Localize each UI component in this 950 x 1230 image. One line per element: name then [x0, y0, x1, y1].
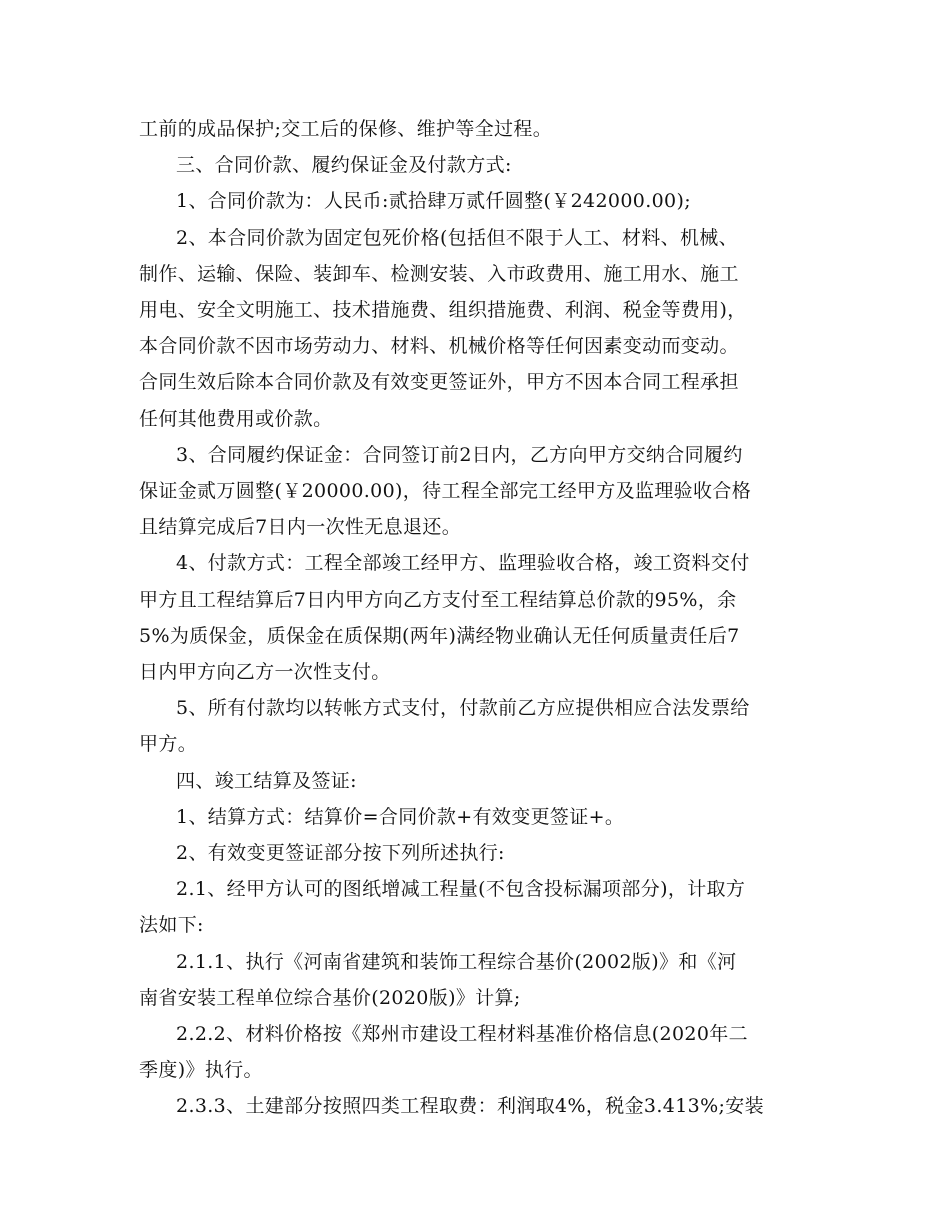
paragraph-line: 2.2.2、材料价格按《郑州市建设工程材料基准价格信息(2020年二	[176, 1023, 749, 1046]
paragraph-line: 工前的成品保护;交工后的保修、维护等全过程。	[139, 118, 553, 140]
paragraph-line: 三、合同价款、履约保证金及付款方式:	[176, 154, 512, 177]
paragraph-line: 2.1、经甲方认可的图纸增减工程量(不包含投标漏项部分)，计取方	[176, 878, 746, 901]
paragraph-line: 4、付款方式：工程全部竣工经甲方、监理验收合格，竣工资料交付	[176, 552, 750, 575]
paragraph-line: 3、合同履约保证金：合同签订前2日内，乙方向甲方交纳合同履约	[176, 443, 743, 466]
paragraph-line: 2.1.1、执行《河南省建筑和装饰工程综合基价(2002版)》和《河	[176, 950, 737, 973]
paragraph-line: 本合同价款不因市场劳动力、材料、机械价格等任何因素变动而变动。	[139, 335, 739, 358]
paragraph-line: 制作、运输、保险、装卸车、检测安装、入市政费用、施工用水、施工	[139, 262, 739, 285]
paragraph-line: 5、所有付款均以转帐方式支付，付款前乙方应提供相应合法发票给	[176, 697, 750, 720]
paragraph-line: 1、合同价款为：人民币:贰拾肆万贰仟圆整(￥242000.00);	[176, 190, 692, 213]
paragraph-line: 甲方且工程结算后7日内甲方向乙方支付至工程结算总价款的95%，余	[139, 588, 737, 611]
paragraph-line: 用电、安全文明施工、技术措施费、组织措施费、利润、税金等费用)，	[139, 299, 747, 322]
paragraph-line: 2.3.3、土建部分按照四类工程取费：利润取4%，税金3.413%;安装	[176, 1095, 764, 1118]
paragraph-line: 1、结算方式：结算价=合同价款+有效变更签证+。	[176, 805, 625, 828]
paragraph-line: 南省安装工程单位综合基价(2020版)》计算;	[139, 986, 521, 1009]
paragraph-line: 法如下:	[139, 914, 204, 937]
paragraph-line: 四、竣工结算及签证:	[176, 769, 357, 792]
contract-text-body	[139, 111, 819, 1125]
paragraph-line: 任何其他费用或价款。	[139, 407, 333, 430]
paragraph-line: 2、本合同价款为固定包死价格(包括但不限于人工、材料、机械、	[176, 226, 739, 249]
paragraph-line: 保证金贰万圆整(￥20000.00)，待工程全部完工经甲方及监理验收合格	[139, 480, 752, 503]
paragraph-line: 5%为质保金，质保金在质保期(两年)满经物业确认无任何质量责任后7	[139, 624, 740, 647]
paragraph-line: 2、有效变更签证部分按下列所述执行:	[176, 842, 505, 865]
paragraph-line: 季度)》执行。	[139, 1059, 263, 1082]
paragraph-line: 合同生效后除本合同价款及有效变更签证外，甲方不因本合同工程承担	[139, 371, 739, 394]
paragraph-line: 甲方。	[139, 733, 198, 756]
paragraph-line: 且结算完成后7日内一次性无息退还。	[139, 516, 462, 539]
paragraph-line: 日内甲方向乙方一次性支付。	[139, 661, 391, 684]
